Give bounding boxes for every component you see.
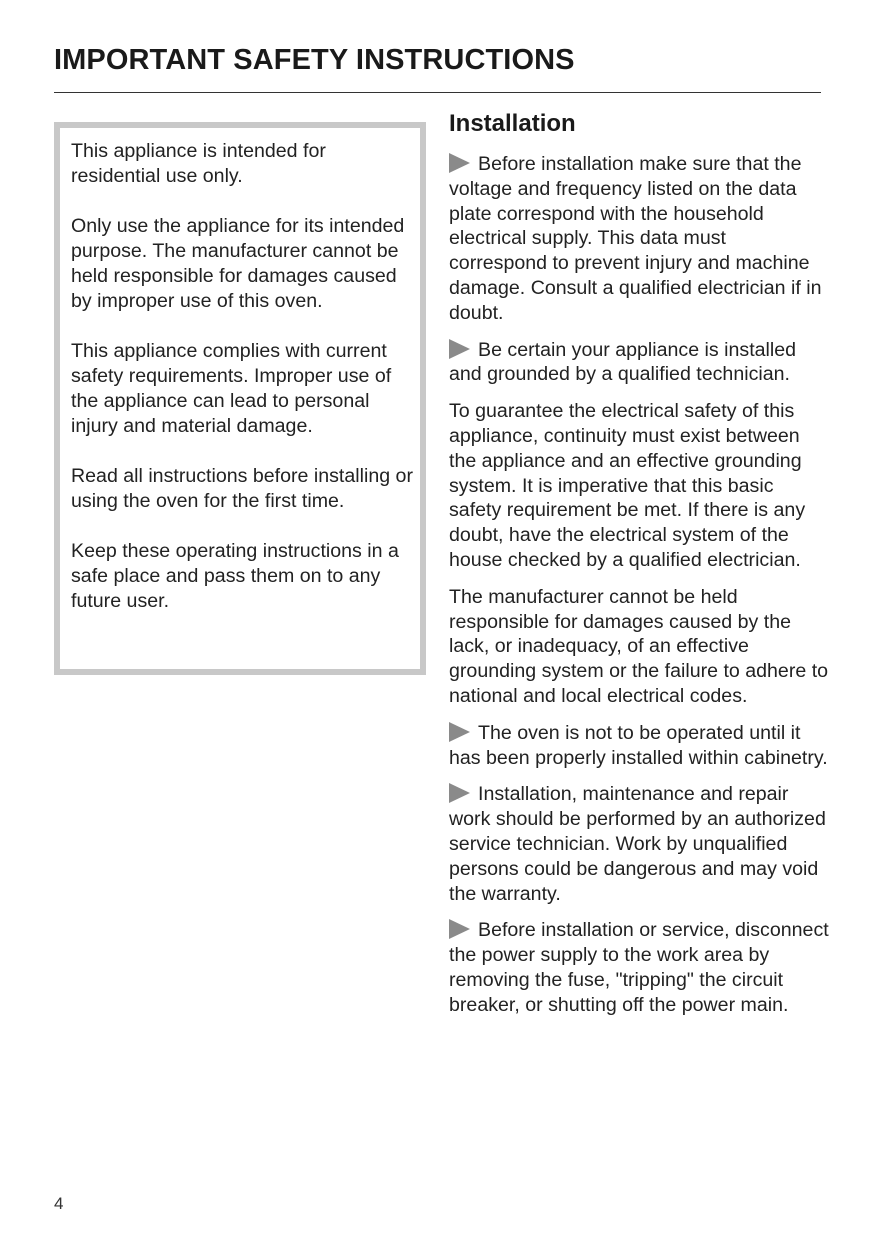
notice-paragraph: Keep these operating instructions in a safe place and pass them on to any future user. (71, 540, 399, 612)
page-number: 4 (54, 1194, 64, 1213)
bullet-arrow-icon (449, 339, 470, 359)
notice-paragraph: This appliance is intended for residential use only. (71, 140, 326, 187)
bullet-arrow-icon (449, 153, 470, 173)
installation-paragraph (449, 399, 829, 573)
installation-paragraph (449, 585, 829, 709)
notice-paragraph: Only use the appliance for its intended purpose. The manufacturer cannot be held responsible for damages caused by improper use of this oven. (71, 215, 405, 312)
paragraph-text: Be certain your appliance is installed and grounded by a qualified technician. (449, 338, 797, 386)
installation-paragraph (449, 918, 829, 1017)
notice-box (54, 122, 426, 675)
bullet-arrow-icon (449, 783, 470, 803)
paragraph-text: The oven is not to be operated until it has been properly installed within cabinetry. (449, 721, 828, 769)
notice-paragraph: Read all instructions before installing or using the oven for the first time. (71, 465, 413, 512)
installation-paragraph (449, 721, 829, 771)
paragraph-text: Before installation or service, disconnect the power supply to the work area by removing the fuse, "tripping" the circuit breaker, or shutting off the power main. (449, 919, 829, 1016)
paragraph-text: The manufacturer cannot be held responsible for damages caused by the lack, or inadequacy, of an effective grounding system or the failure to adhere to national and local electrical codes. (449, 585, 829, 707)
paragraph-text: Before installation make sure that the voltage and frequency listed on the data plate correspond with the household electrical supply. This data must correspond to prevent injury and machine damage. Consult a qualified electrician if in doubt. (449, 153, 822, 324)
notice-paragraph: This appliance complies with current safety requirements. Improper use of the appliance can lead to personal injury and material damage. (71, 340, 392, 437)
bullet-arrow-icon (449, 919, 470, 939)
installation-paragraph (449, 152, 829, 326)
paragraph-text: Installation, maintenance and repair work should be performed by an authorized service technician. Work by unqualified persons could be dangerous and may void the warranty. (449, 783, 826, 905)
section-title: Installation (449, 110, 576, 137)
paragraph-text: To guarantee the electrical safety of this appliance, continuity must exist between the appliance and an effective grounding system. It is imperative that this basic safety requirement be met. If there is any doubt, have the electrical system of the house checked by a qualified electrician. (449, 400, 806, 571)
installation-paragraph (449, 782, 829, 906)
installation-section (449, 110, 829, 1030)
page-title: IMPORTANT SAFETY INSTRUCTIONS (54, 44, 575, 76)
title-divider (54, 92, 821, 93)
bullet-arrow-icon (449, 722, 470, 742)
installation-paragraph (449, 338, 829, 388)
